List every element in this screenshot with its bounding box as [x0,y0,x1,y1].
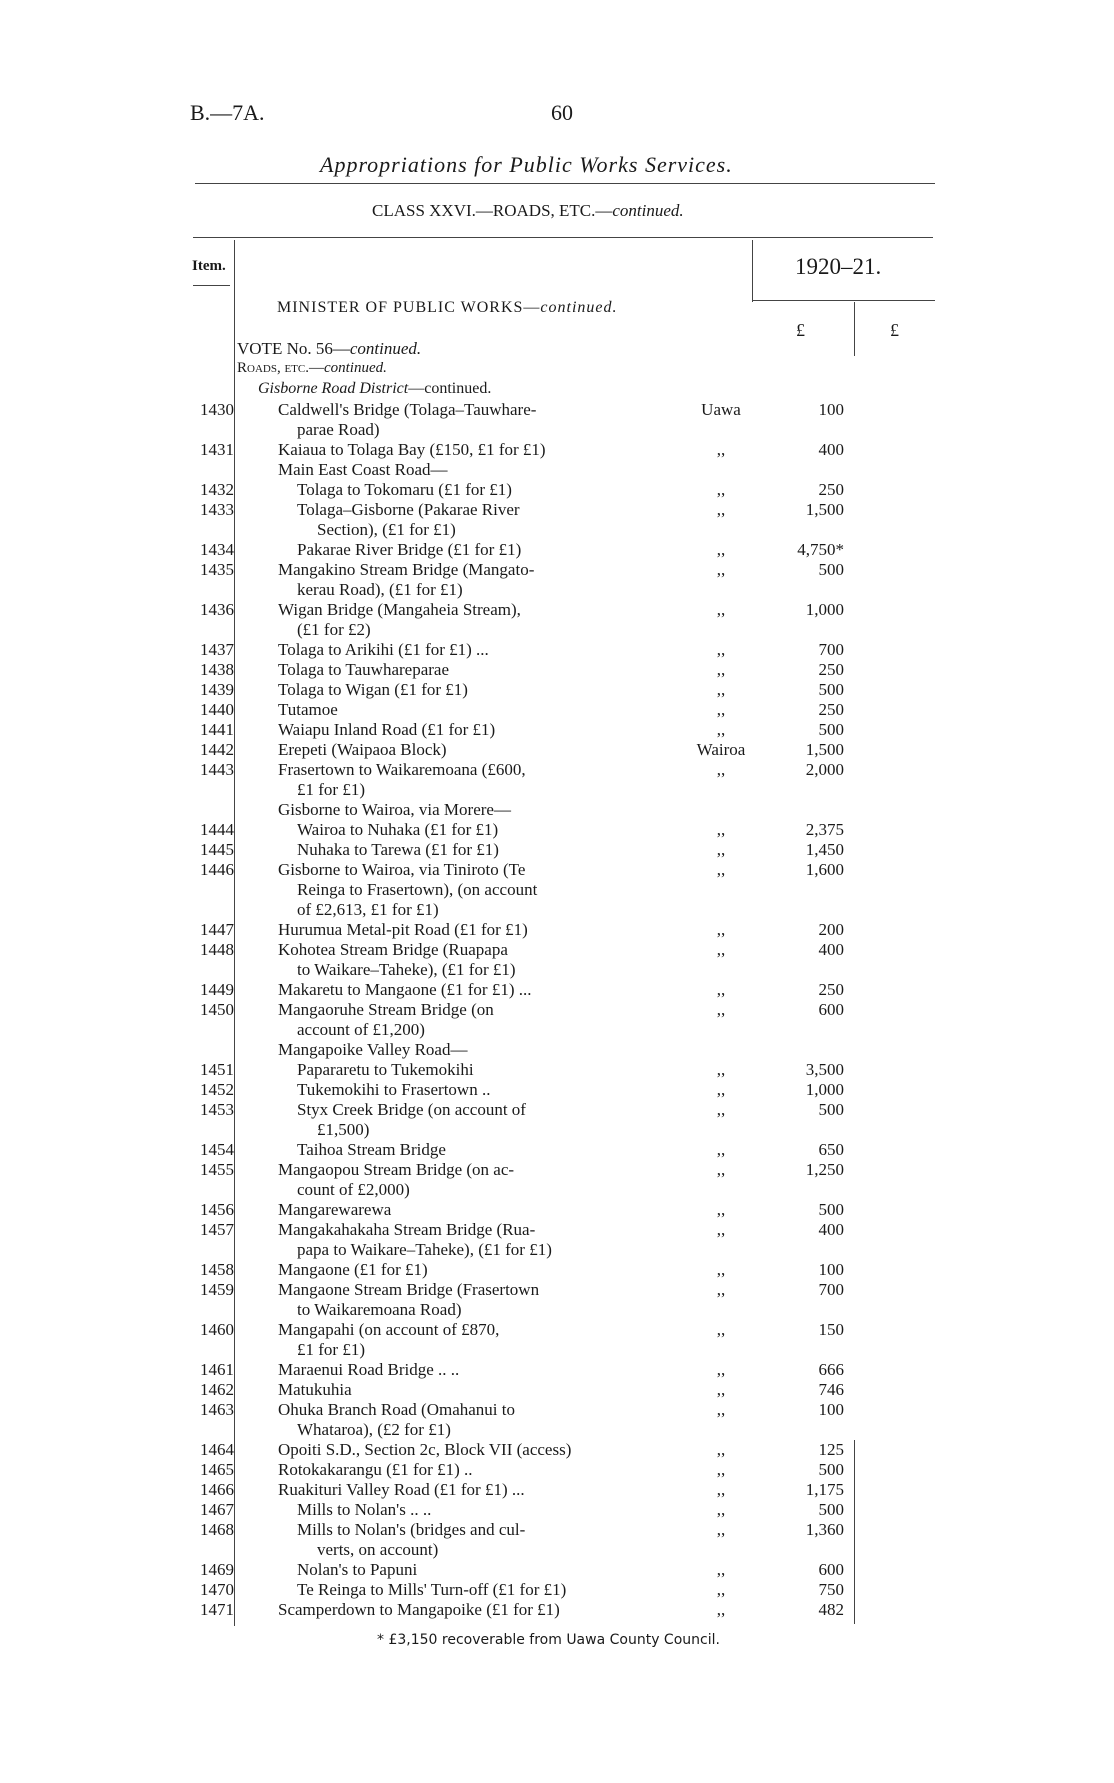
county-name: ,, [716,660,726,679]
item-number: 1457 [200,1220,234,1239]
item-number: 1435 [200,560,234,579]
item-number: 1467 [200,1500,234,1519]
table-row [0,1500,1114,1520]
item-number: 1437 [200,640,234,659]
item-description: account of £1,200) [297,1020,425,1039]
vote-heading [237,339,421,359]
roads-label: Roads, etc.— [237,360,324,376]
table-row [0,900,1114,920]
item-description: Taihoa Stream Bridge [297,1140,446,1159]
pound-header-1: £ [796,320,805,340]
table-row [0,780,1114,800]
amount-value: 750 [818,1580,844,1599]
item-description: Mills to Nolan's (bridges and cul- [297,1520,526,1539]
amount-value: 1,175 [805,1480,844,1499]
item-number: 1450 [200,1000,234,1019]
amount-value: 150 [818,1320,844,1339]
item-description: Papararetu to Tukemokihi [297,1060,474,1079]
item-description: Maraenui Road Bridge .. .. [278,1360,460,1379]
table-row [0,600,1114,620]
item-number: 1433 [200,500,234,519]
item-description: papa to Waikare–Taheke), (£1 for £1) [297,1240,552,1259]
table-row [0,1140,1114,1160]
county-name: Uawa [701,400,741,419]
roads-heading [237,360,387,377]
amount-value: 600 [818,1560,844,1579]
amount-value: 250 [818,700,844,719]
item-description: £1 for £1) [297,780,365,799]
table-row [0,960,1114,980]
item-description: Gisborne to Wairoa, via Morere— [278,800,511,819]
table-row [0,560,1114,580]
table-row [0,1020,1114,1040]
item-description: Rotokakarangu (£1 for £1) .. [278,1460,473,1479]
amount-value: 666 [818,1360,844,1379]
second-amount-rule [854,302,855,356]
county-name: ,, [716,1560,726,1579]
table-row [0,1540,1114,1560]
item-number: 1440 [200,700,234,719]
amount-value: 1,000 [805,1080,844,1099]
county-name: ,, [716,1260,726,1279]
table-row [0,1600,1114,1620]
amount-value: 650 [818,1140,844,1159]
county-name: ,, [716,1160,726,1179]
item-number: 1430 [200,400,234,419]
item-description: Whataroa), (£2 for £1) [297,1420,451,1439]
amount-value: 100 [818,1400,844,1419]
item-description: Tutamoe [278,700,338,719]
item-description: Caldwell's Bridge (Tolaga–Tauwhare- [278,400,537,419]
district-heading [258,380,491,398]
table-row [0,1440,1114,1460]
amount-value: 250 [818,480,844,499]
county-name: ,, [716,1480,726,1499]
item-number: 1447 [200,920,234,939]
item-description: Pakarae River Bridge (£1 for £1) [297,540,522,559]
table-row [0,1560,1114,1580]
table-row [0,1100,1114,1120]
amount-value: 100 [818,1260,844,1279]
item-number: 1444 [200,820,234,839]
year-header: 1920–21. [795,254,882,279]
table-row [0,1040,1114,1060]
amount-value: 482 [818,1600,844,1619]
county-name: ,, [716,760,726,779]
county-name: ,, [716,860,726,879]
item-number: 1465 [200,1460,234,1479]
item-description: Main East Coast Road— [278,460,448,479]
amount-value: 250 [818,980,844,999]
table-row [0,860,1114,880]
table-row [0,480,1114,500]
table-row [0,1240,1114,1260]
class-continued: continued. [612,201,684,220]
amount-value: 1,000 [805,600,844,619]
amount-value: 500 [818,1200,844,1219]
table-row [0,920,1114,940]
county-name: ,, [716,940,726,959]
item-description: Ohuka Branch Road (Omahanui to [278,1400,515,1419]
county-name: ,, [716,1380,726,1399]
item-number: 1436 [200,600,234,619]
table-row [0,1520,1114,1540]
item-description: parae Road) [297,420,380,439]
amount-value: 400 [818,440,844,459]
item-number: 1432 [200,480,234,499]
item-column-header: Item. [192,258,226,274]
item-description: to Waikare–Taheke), (£1 for £1) [297,960,516,979]
item-number: 1464 [200,1440,234,1459]
table-row [0,620,1114,640]
amount-value: 500 [818,1100,844,1119]
class-label: CLASS XXVI.—ROADS, ETC.— [372,201,613,220]
footnote: * £3,150 recoverable from Uawa County Council. [377,1632,720,1648]
amount-value: 1,600 [805,860,844,879]
item-description: Ruakituri Valley Road (£1 for £1) ... [278,1480,525,1499]
county-name: ,, [716,440,726,459]
item-description: kerau Road), (£1 for £1) [297,580,463,599]
ministry-heading [277,299,618,317]
item-description: Matukuhia [278,1380,352,1399]
county-name: ,, [716,1360,726,1379]
county-name: ,, [716,1400,726,1419]
item-number: 1458 [200,1260,234,1279]
amount-value: 746 [818,1380,844,1399]
table-row [0,720,1114,740]
item-number: 1431 [200,440,234,459]
county-name: ,, [716,1320,726,1339]
item-description: Kaiaua to Tolaga Bay (£150, £1 for £1) [278,440,546,459]
county-name: ,, [716,840,726,859]
item-description: Makaretu to Mangaone (£1 for £1) ... [278,980,532,999]
table-row [0,1380,1114,1400]
item-number: 1468 [200,1520,234,1539]
table-row [0,400,1114,420]
document-code: B.—7A. [190,100,265,125]
table-row [0,1360,1114,1380]
county-name: ,, [716,980,726,999]
item-description: Waiapu Inland Road (£1 for £1) [278,720,496,739]
district-label: Gisborne Road District [258,380,409,397]
table-row [0,1160,1114,1180]
amount-value: 500 [818,680,844,699]
county-name: ,, [716,600,726,619]
ministry-continued: continued. [540,299,618,316]
county-name: ,, [716,1220,726,1239]
county-name: ,, [716,1500,726,1519]
item-description: Nolan's to Papuni [297,1560,418,1579]
item-description: Mangaone Stream Bridge (Frasertown [278,1280,540,1299]
class-heading [372,201,684,221]
district-continued: —continued. [408,380,492,397]
county-name: ,, [716,1460,726,1479]
item-description: Mangapahi (on account of £870, [278,1320,500,1339]
item-number: 1452 [200,1080,234,1099]
amount-value: 500 [818,1460,844,1479]
item-number: 1443 [200,760,234,779]
county-name: ,, [716,1060,726,1079]
table-top-rule [193,237,933,238]
table-row [0,1280,1114,1300]
item-description: Wairoa to Nuhaka (£1 for £1) [297,820,499,839]
item-description: Section), (£1 for £1) [317,520,456,539]
amount-value: 600 [818,1000,844,1019]
county-name: ,, [716,640,726,659]
item-number: 1471 [200,1600,234,1619]
ministry-label: MINISTER OF PUBLIC WORKS— [277,299,541,316]
county-name: ,, [716,1580,726,1599]
item-description: Tolaga to Tokomaru (£1 for £1) [297,480,512,499]
item-description: (£1 for £2) [297,620,371,639]
page-number: 60 [551,100,573,125]
item-number: 1456 [200,1200,234,1219]
amount-value: 700 [818,640,844,659]
item-head-underline [193,285,230,286]
table-row [0,1400,1114,1420]
table-row [0,1480,1114,1500]
county-name: Wairoa [696,740,746,759]
item-number: 1469 [200,1560,234,1579]
table-row [0,820,1114,840]
page-title: Appropriations for Public Works Services. [320,152,733,177]
item-description: Tolaga to Tauwhareparae [278,660,449,679]
item-description: Nuhaka to Tarewa (£1 for £1) [297,840,499,859]
item-number: 1441 [200,720,234,739]
item-number: 1470 [200,1580,234,1599]
item-number: 1434 [200,540,234,559]
table-row [0,420,1114,440]
item-description: Mangakahakaha Stream Bridge (Rua- [278,1220,536,1239]
amount-value: 400 [818,1220,844,1239]
table-row [0,1080,1114,1100]
table-row [0,1120,1114,1140]
amount-value: 1,450 [805,840,844,859]
roads-continued: continued. [323,360,387,376]
table-row [0,540,1114,560]
county-name: ,, [716,1000,726,1019]
item-description: Scamperdown to Mangapoike (£1 for £1) [278,1600,560,1619]
table-row [0,1340,1114,1360]
item-description: Mangaopou Stream Bridge (on ac- [278,1160,515,1179]
item-description: to Waikaremoana Road) [297,1300,462,1319]
county-name: ,, [716,500,726,519]
table-row [0,440,1114,460]
county-name: ,, [716,1200,726,1219]
item-number: 1453 [200,1100,234,1119]
amount-value: 2,000 [805,760,844,779]
item-description: Reinga to Frasertown), (on account [297,880,538,899]
table-row [0,520,1114,540]
item-number: 1455 [200,1160,234,1179]
item-number: 1445 [200,840,234,859]
item-description: Mills to Nolan's .. .. [297,1500,432,1519]
vote-continued: continued. [349,339,422,358]
item-number: 1462 [200,1380,234,1399]
table-row [0,680,1114,700]
county-name: ,, [716,1080,726,1099]
amount-value: 3,500 [805,1060,844,1079]
item-description: Mangapoike Valley Road— [278,1040,468,1059]
item-description: Tukemokihi to Frasertown .. [297,1080,491,1099]
county-name: ,, [716,1440,726,1459]
table-row [0,880,1114,900]
table-row [0,1220,1114,1240]
item-description: Mangakino Stream Bridge (Mangato- [278,560,535,579]
amount-value: 1,360 [805,1520,844,1539]
amount-value: 1,500 [805,500,844,519]
county-name: ,, [716,480,726,499]
table-row [0,660,1114,680]
amount-value: 1,500 [805,740,844,759]
item-description: Hurumua Metal-pit Road (£1 for £1) [278,920,528,939]
item-description: Erepeti (Waipaoa Block) [278,740,447,759]
amount-value: 125 [818,1440,844,1459]
item-description: Tolaga to Wigan (£1 for £1) [278,680,468,699]
item-number: 1461 [200,1360,234,1379]
item-description: Tolaga–Gisborne (Pakarae River [297,500,520,519]
table-row [0,940,1114,960]
pound-header-2: £ [890,320,899,340]
county-name: ,, [716,820,726,839]
amount-value: 700 [818,1280,844,1299]
item-description: of £2,613, £1 for £1) [297,900,439,919]
county-name: ,, [716,1140,726,1159]
item-description: Mangaone (£1 for £1) [278,1260,428,1279]
amount-value: 1,250 [805,1160,844,1179]
amount-value: 500 [818,560,844,579]
amount-value: 250 [818,660,844,679]
item-number: 1466 [200,1480,234,1499]
item-number: 1439 [200,680,234,699]
table-row [0,1420,1114,1440]
county-name: ,, [716,720,726,739]
table-row [0,1000,1114,1020]
item-description: Styx Creek Bridge (on account of [297,1100,526,1119]
table-row [0,1260,1114,1280]
table-row [0,840,1114,860]
county-name: ,, [716,680,726,699]
table-row [0,500,1114,520]
item-description: Tolaga to Arikihi (£1 for £1) ... [278,640,489,659]
item-number: 1442 [200,740,234,759]
amount-value: 4,750* [797,540,844,559]
table-row [0,700,1114,720]
item-number: 1454 [200,1140,234,1159]
item-description: £1,500) [317,1120,370,1139]
table-row [0,460,1114,480]
table-row [0,1060,1114,1080]
item-description: Wigan Bridge (Mangaheia Stream), [278,600,521,619]
amount-value: 500 [818,720,844,739]
county-name: ,, [716,1280,726,1299]
table-row [0,1300,1114,1320]
table-row [0,580,1114,600]
item-number: 1463 [200,1400,234,1419]
item-number: 1446 [200,860,234,879]
amount-value: 400 [818,940,844,959]
amount-value: 500 [818,1500,844,1519]
county-name: ,, [716,560,726,579]
item-description: Frasertown to Waikaremoana (£600, [278,760,526,779]
county-name: ,, [716,700,726,719]
item-description: Mangaoruhe Stream Bridge (on [278,1000,494,1019]
county-name: ,, [716,540,726,559]
table-row [0,640,1114,660]
item-number: 1459 [200,1280,234,1299]
amount-value: 200 [818,920,844,939]
table-row [0,800,1114,820]
county-name: ,, [716,920,726,939]
item-description: Te Reinga to Mills' Turn-off (£1 for £1) [297,1580,567,1599]
amount-value: 2,375 [805,820,844,839]
table-row [0,1320,1114,1340]
county-name: ,, [716,1100,726,1119]
year-underline [752,300,935,301]
title-rule [195,183,935,184]
item-description: £1 for £1) [297,1340,365,1359]
county-name: ,, [716,1520,726,1539]
item-number: 1451 [200,1060,234,1079]
table-row [0,1580,1114,1600]
table-row [0,980,1114,1000]
table-row [0,1200,1114,1220]
amount-value: 100 [818,400,844,419]
item-number: 1449 [200,980,234,999]
item-number: 1448 [200,940,234,959]
item-description: Kohotea Stream Bridge (Ruapapa [278,940,508,959]
amount-column-rule [752,240,753,302]
item-number: 1438 [200,660,234,679]
item-description: Gisborne to Wairoa, via Tiniroto (Te [278,860,526,879]
table-row [0,740,1114,760]
item-description: Mangarewarewa [278,1200,392,1219]
item-description: Opoiti S.D., Section 2c, Block VII (access) [278,1440,572,1459]
table-row [0,760,1114,780]
item-description: verts, on account) [317,1540,439,1559]
table-row [0,1180,1114,1200]
vote-label: VOTE No. 56— [237,339,350,358]
county-name: ,, [716,1600,726,1619]
table-row [0,1460,1114,1480]
item-number: 1460 [200,1320,234,1339]
item-description: count of £2,000) [297,1180,410,1199]
